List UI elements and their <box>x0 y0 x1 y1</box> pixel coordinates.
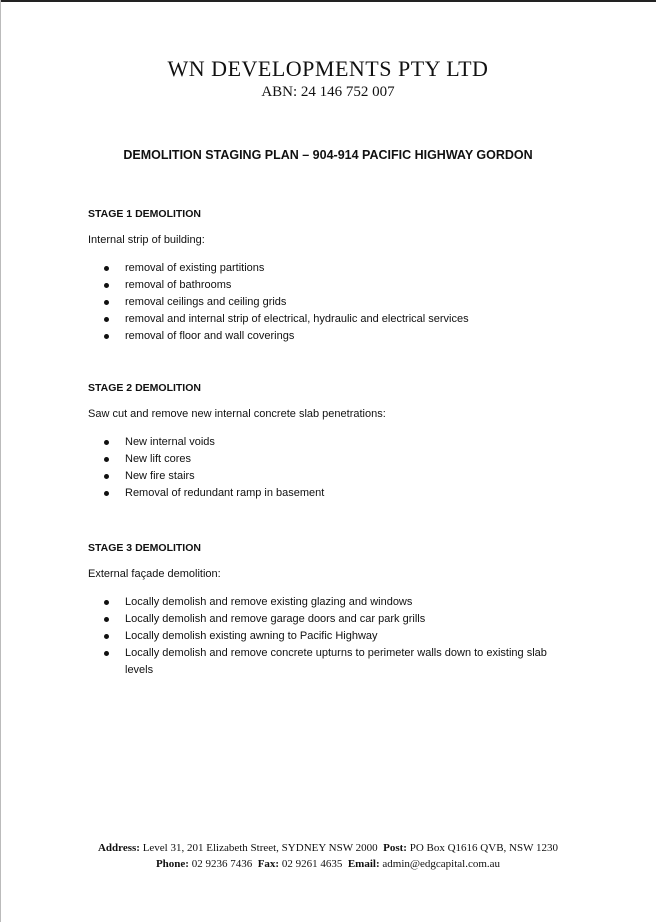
bullet-icon <box>104 474 109 479</box>
list-item <box>88 468 568 485</box>
list-item-text: New internal voids <box>125 436 215 448</box>
list-item-text: Locally demolish and remove garage doors and car park grills <box>125 613 426 625</box>
stage-heading: STAGE 3 DEMOLITION <box>88 542 201 554</box>
post-value: PO Box Q1616 QVB, NSW 1230 <box>409 842 559 854</box>
email-label: Email: <box>347 858 380 870</box>
list-item-text: removal and internal strip of electrical, hydraulic and electrical services <box>125 313 469 325</box>
stage-intro: Saw cut and remove new internal concrete slab penetrations: <box>88 408 386 420</box>
address-value: Level 31, 201 Elizabeth Street, SYDNEY NSW 2000 <box>142 842 378 854</box>
list-item-text: removal of bathrooms <box>125 279 232 291</box>
document-title: DEMOLITION STAGING PLAN – 904-914 PACIFIC HIGHWAY GORDON <box>123 148 533 162</box>
stage-intro: External façade demolition: <box>88 568 221 580</box>
list-item <box>88 451 568 468</box>
bullet-icon <box>104 600 109 605</box>
bullet-icon <box>104 634 109 639</box>
footer-contact-line <box>0 858 656 870</box>
stage-3-section <box>88 542 568 679</box>
stage-heading: STAGE 2 DEMOLITION <box>88 382 201 394</box>
address-label: Address: <box>97 842 140 854</box>
email-link[interactable]: admin@edgcapital.com.au <box>382 858 501 870</box>
phone-label: Phone: <box>155 858 189 870</box>
stage-items-list <box>88 260 568 345</box>
list-item <box>88 328 568 345</box>
bullet-icon <box>104 457 109 462</box>
list-item <box>88 628 568 645</box>
list-item <box>88 485 568 502</box>
bullet-icon <box>104 317 109 322</box>
list-item-text: Removal of redundant ramp in basement <box>125 487 325 499</box>
post-label: Post: <box>383 842 407 854</box>
list-item-text: removal ceilings and ceiling grids <box>125 296 287 308</box>
list-item-text: Locally demolish and remove concrete upturns to perimeter walls down to existing slab levels <box>125 647 547 676</box>
bullet-icon <box>104 300 109 305</box>
left-scan-edge <box>0 0 1 922</box>
list-item-text: removal of existing partitions <box>125 262 265 274</box>
bullet-icon <box>104 651 109 656</box>
footer-address-line <box>0 842 656 854</box>
list-item <box>88 645 568 679</box>
bullet-icon <box>104 491 109 496</box>
list-item <box>88 294 568 311</box>
list-item-text: removal of floor and wall coverings <box>125 330 295 342</box>
bullet-icon <box>104 283 109 288</box>
stage-items-list <box>88 594 568 679</box>
list-item <box>88 311 568 328</box>
list-item-text: New lift cores <box>125 453 192 465</box>
stage-heading: STAGE 1 DEMOLITION <box>88 208 201 220</box>
list-item-text: Locally demolish existing awning to Pacific Highway <box>125 630 378 642</box>
stage-1-section <box>88 208 568 345</box>
top-border-rule <box>0 0 656 2</box>
list-item <box>88 594 568 611</box>
list-item <box>88 611 568 628</box>
list-item-text: New fire stairs <box>125 470 195 482</box>
list-item-text: Locally demolish and remove existing glazing and windows <box>125 596 413 608</box>
phone-value: 02 9236 7436 <box>191 858 253 870</box>
stage-items-list <box>88 434 568 502</box>
fax-label: Fax: <box>257 858 280 870</box>
list-item <box>88 434 568 451</box>
bullet-icon <box>104 440 109 445</box>
bullet-icon <box>104 266 109 271</box>
stage-intro: Internal strip of building: <box>88 234 205 246</box>
stage-2-section <box>88 382 568 502</box>
bullet-icon <box>104 334 109 339</box>
company-abn: ABN: 24 146 752 007 <box>261 84 395 100</box>
bullet-icon <box>104 617 109 622</box>
list-item <box>88 277 568 294</box>
company-name: WN DEVELOPMENTS PTY LTD <box>167 56 489 81</box>
list-item <box>88 260 568 277</box>
fax-value: 02 9261 4635 <box>281 858 343 870</box>
